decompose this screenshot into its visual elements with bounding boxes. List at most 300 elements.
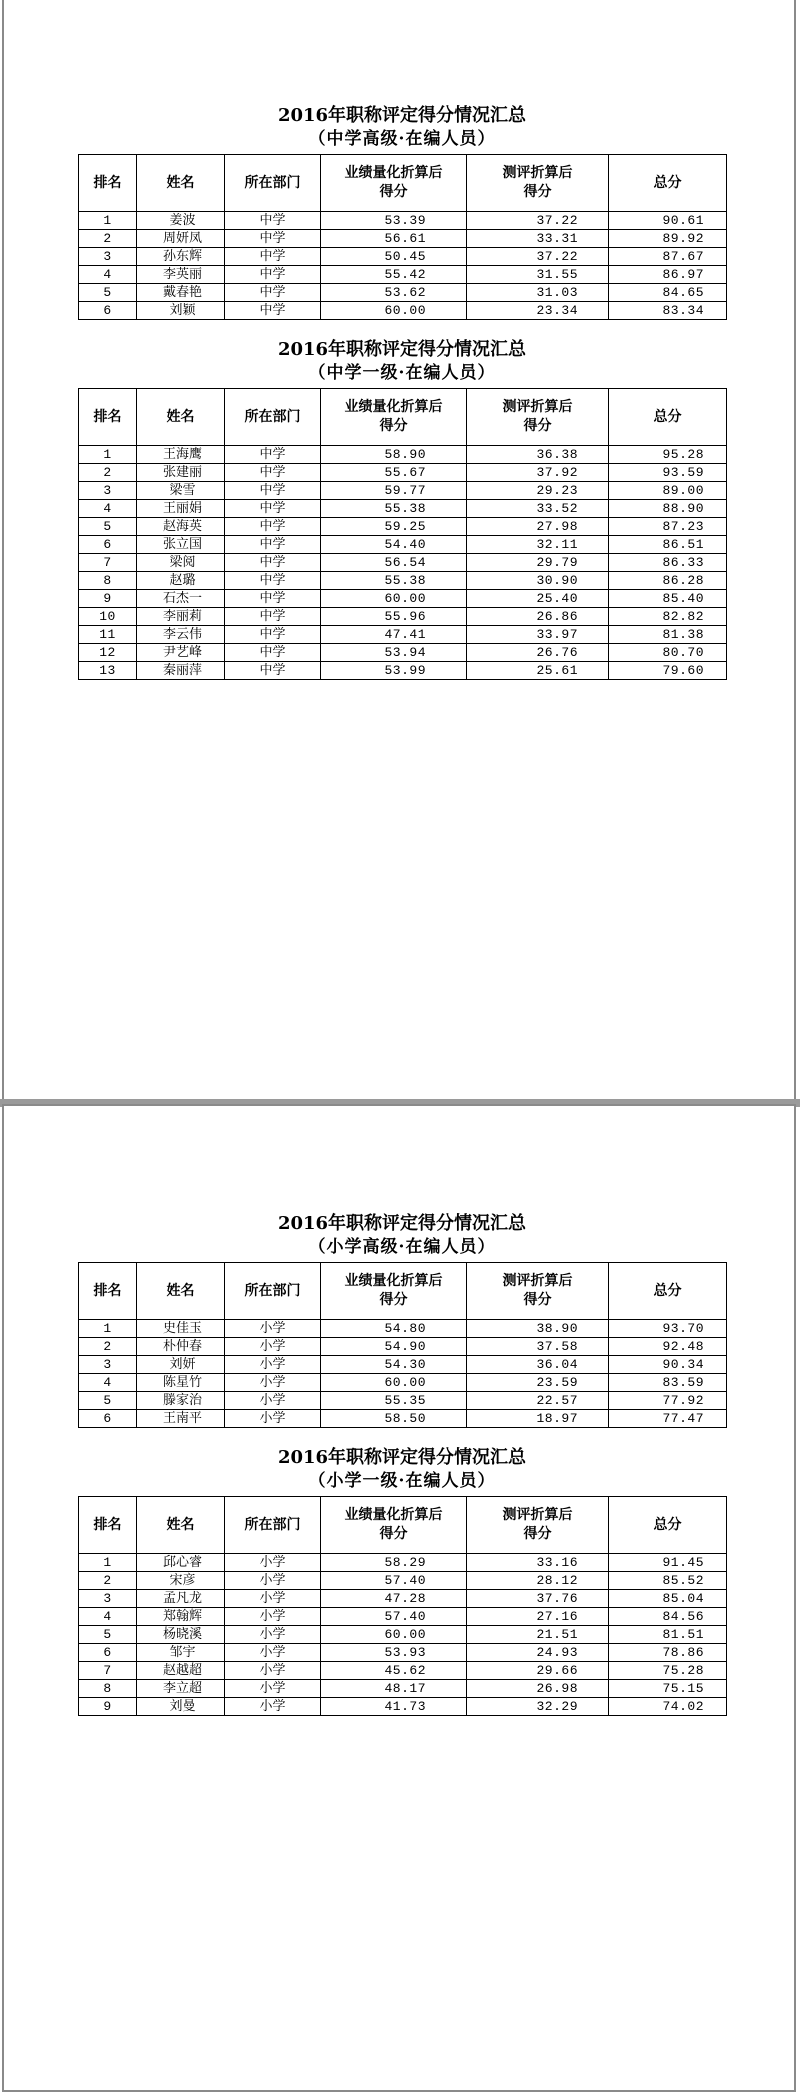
section-title: 2016年职称评定得分情况汇总 bbox=[277, 1213, 527, 1234]
cell-eval-score: 24.93 bbox=[467, 1644, 609, 1662]
cell-eval-score: 27.98 bbox=[467, 518, 609, 536]
cell-perf-score: 57.40 bbox=[321, 1608, 467, 1626]
cell-total: 75.28 bbox=[609, 1662, 727, 1680]
cell-dept: 中学 bbox=[225, 482, 321, 500]
cell-eval-score: 29.79 bbox=[467, 554, 609, 572]
cell-total: 81.51 bbox=[609, 1626, 727, 1644]
cell-eval-score: 32.11 bbox=[467, 536, 609, 554]
cell-total: 82.82 bbox=[609, 608, 727, 626]
cell-rank: 8 bbox=[79, 1680, 137, 1698]
header-perf-line1: 业绩量化折算后 bbox=[344, 399, 443, 415]
cell-eval-score: 36.04 bbox=[467, 1356, 609, 1374]
table-row bbox=[79, 1608, 727, 1626]
cell-dept: 中学 bbox=[225, 572, 321, 590]
header-rank: 排名 bbox=[79, 155, 137, 212]
cell-perf-score: 57.40 bbox=[321, 1572, 467, 1590]
cell-rank: 9 bbox=[79, 590, 137, 608]
cell-eval-score: 38.90 bbox=[467, 1320, 609, 1338]
table-row bbox=[79, 248, 727, 266]
cell-total: 83.34 bbox=[609, 302, 727, 320]
cell-eval-score: 32.29 bbox=[467, 1698, 609, 1716]
section-middle-senior bbox=[78, 104, 726, 320]
cell-perf-score: 47.28 bbox=[321, 1590, 467, 1608]
header-perf-line2: 得分 bbox=[379, 418, 408, 434]
table-row bbox=[79, 446, 727, 464]
cell-perf-score: 53.39 bbox=[321, 212, 467, 230]
cell-dept: 小学 bbox=[225, 1608, 321, 1626]
cell-eval-score: 29.23 bbox=[467, 482, 609, 500]
table-row bbox=[79, 230, 727, 248]
cell-total: 75.15 bbox=[609, 1680, 727, 1698]
cell-total: 93.59 bbox=[609, 464, 727, 482]
score-table bbox=[78, 1262, 727, 1428]
cell-dept: 中学 bbox=[225, 212, 321, 230]
cell-name: 刘妍 bbox=[137, 1356, 225, 1374]
cell-total: 86.51 bbox=[609, 536, 727, 554]
cell-name: 姜波 bbox=[137, 212, 225, 230]
cell-rank: 2 bbox=[79, 464, 137, 482]
cell-rank: 5 bbox=[79, 1626, 137, 1644]
cell-total: 87.23 bbox=[609, 518, 727, 536]
cell-name: 史佳玉 bbox=[137, 1320, 225, 1338]
cell-eval-score: 27.16 bbox=[467, 1608, 609, 1626]
cell-rank: 3 bbox=[79, 1590, 137, 1608]
table-row bbox=[79, 1590, 727, 1608]
cell-perf-score: 54.90 bbox=[321, 1338, 467, 1356]
table-row bbox=[79, 464, 727, 482]
header-perf-line1: 业绩量化折算后 bbox=[344, 1507, 443, 1523]
cell-perf-score: 54.80 bbox=[321, 1320, 467, 1338]
header-dept: 所在部门 bbox=[225, 1263, 321, 1320]
cell-perf-score: 50.45 bbox=[321, 248, 467, 266]
table-row bbox=[79, 1338, 727, 1356]
cell-total: 81.38 bbox=[609, 626, 727, 644]
cell-perf-score: 58.29 bbox=[321, 1554, 467, 1572]
cell-rank: 7 bbox=[79, 554, 137, 572]
cell-dept: 中学 bbox=[225, 230, 321, 248]
header-perf-line2: 得分 bbox=[379, 1292, 408, 1308]
table-row bbox=[79, 284, 727, 302]
cell-rank: 5 bbox=[79, 1392, 137, 1410]
cell-name: 张建丽 bbox=[137, 464, 225, 482]
header-name: 姓名 bbox=[137, 389, 225, 446]
cell-total: 92.48 bbox=[609, 1338, 727, 1356]
header-perf-score bbox=[321, 155, 467, 212]
cell-perf-score: 58.90 bbox=[321, 446, 467, 464]
cell-dept: 中学 bbox=[225, 500, 321, 518]
table-row bbox=[79, 1662, 727, 1680]
table-header-row bbox=[79, 1497, 727, 1554]
table-row bbox=[79, 1644, 727, 1662]
cell-eval-score: 25.40 bbox=[467, 590, 609, 608]
cell-perf-score: 54.30 bbox=[321, 1356, 467, 1374]
cell-eval-score: 26.98 bbox=[467, 1680, 609, 1698]
cell-total: 85.52 bbox=[609, 1572, 727, 1590]
cell-total: 86.97 bbox=[609, 266, 727, 284]
cell-perf-score: 58.50 bbox=[321, 1410, 467, 1428]
table-row bbox=[79, 1410, 727, 1428]
cell-perf-score: 60.00 bbox=[321, 1626, 467, 1644]
cell-rank: 1 bbox=[79, 446, 137, 464]
cell-total: 79.60 bbox=[609, 662, 727, 680]
cell-dept: 小学 bbox=[225, 1392, 321, 1410]
table-row bbox=[79, 644, 727, 662]
cell-name: 赵海英 bbox=[137, 518, 225, 536]
cell-perf-score: 55.35 bbox=[321, 1392, 467, 1410]
cell-total: 89.92 bbox=[609, 230, 727, 248]
cell-name: 邱心睿 bbox=[137, 1554, 225, 1572]
header-eval-line2: 得分 bbox=[523, 1526, 552, 1542]
cell-name: 朴仲春 bbox=[137, 1338, 225, 1356]
cell-rank: 6 bbox=[79, 302, 137, 320]
header-eval-line2: 得分 bbox=[523, 1292, 552, 1308]
cell-dept: 中学 bbox=[225, 608, 321, 626]
cell-name: 周妍凤 bbox=[137, 230, 225, 248]
header-rank: 排名 bbox=[79, 1263, 137, 1320]
header-eval-line1: 测评折算后 bbox=[502, 1273, 573, 1289]
table-row bbox=[79, 590, 727, 608]
table-row bbox=[79, 572, 727, 590]
cell-dept: 小学 bbox=[225, 1644, 321, 1662]
table-row bbox=[79, 554, 727, 572]
cell-total: 86.33 bbox=[609, 554, 727, 572]
cell-dept: 中学 bbox=[225, 248, 321, 266]
header-perf-score bbox=[321, 1263, 467, 1320]
table-row bbox=[79, 1680, 727, 1698]
header-eval-score bbox=[467, 1263, 609, 1320]
section-title: 2016年职称评定得分情况汇总 bbox=[277, 105, 527, 126]
header-total: 总分 bbox=[609, 1497, 727, 1554]
header-name: 姓名 bbox=[137, 1497, 225, 1554]
header-name: 姓名 bbox=[137, 155, 225, 212]
cell-dept: 中学 bbox=[225, 554, 321, 572]
cell-total: 87.67 bbox=[609, 248, 727, 266]
cell-name: 李丽莉 bbox=[137, 608, 225, 626]
table-row bbox=[79, 482, 727, 500]
cell-dept: 小学 bbox=[225, 1680, 321, 1698]
cell-perf-score: 60.00 bbox=[321, 302, 467, 320]
cell-dept: 小学 bbox=[225, 1698, 321, 1716]
section-subtitle: （小学一级·在编人员） bbox=[308, 1471, 496, 1491]
header-eval-score bbox=[467, 389, 609, 446]
cell-perf-score: 53.93 bbox=[321, 1644, 467, 1662]
cell-total: 84.56 bbox=[609, 1608, 727, 1626]
table-row bbox=[79, 1554, 727, 1572]
cell-perf-score: 41.73 bbox=[321, 1698, 467, 1716]
cell-eval-score: 23.34 bbox=[467, 302, 609, 320]
cell-total: 90.61 bbox=[609, 212, 727, 230]
cell-total: 95.28 bbox=[609, 446, 727, 464]
cell-rank: 11 bbox=[79, 626, 137, 644]
table-row bbox=[79, 1374, 727, 1392]
cell-rank: 6 bbox=[79, 536, 137, 554]
table-row bbox=[79, 518, 727, 536]
header-perf-line2: 得分 bbox=[379, 1526, 408, 1542]
header-eval-line2: 得分 bbox=[523, 418, 552, 434]
cell-name: 梁阅 bbox=[137, 554, 225, 572]
table-row bbox=[79, 212, 727, 230]
cell-eval-score: 33.52 bbox=[467, 500, 609, 518]
cell-name: 刘曼 bbox=[137, 1698, 225, 1716]
score-table bbox=[78, 1496, 727, 1716]
score-table bbox=[78, 388, 727, 680]
table-row bbox=[79, 1320, 727, 1338]
table-row bbox=[79, 1572, 727, 1590]
cell-eval-score: 25.61 bbox=[467, 662, 609, 680]
cell-name: 孟凡龙 bbox=[137, 1590, 225, 1608]
cell-rank: 3 bbox=[79, 248, 137, 266]
header-rank: 排名 bbox=[79, 1497, 137, 1554]
cell-rank: 2 bbox=[79, 230, 137, 248]
cell-perf-score: 53.62 bbox=[321, 284, 467, 302]
cell-rank: 6 bbox=[79, 1644, 137, 1662]
cell-perf-score: 55.38 bbox=[321, 500, 467, 518]
header-total: 总分 bbox=[609, 389, 727, 446]
cell-rank: 7 bbox=[79, 1662, 137, 1680]
cell-dept: 小学 bbox=[225, 1590, 321, 1608]
cell-rank: 4 bbox=[79, 500, 137, 518]
cell-name: 郑翰辉 bbox=[137, 1608, 225, 1626]
cell-total: 85.04 bbox=[609, 1590, 727, 1608]
cell-name: 戴春艳 bbox=[137, 284, 225, 302]
cell-name: 宋彦 bbox=[137, 1572, 225, 1590]
cell-eval-score: 22.57 bbox=[467, 1392, 609, 1410]
section-middle-first bbox=[78, 338, 726, 680]
cell-name: 李英丽 bbox=[137, 266, 225, 284]
cell-eval-score: 23.59 bbox=[467, 1374, 609, 1392]
cell-dept: 小学 bbox=[225, 1338, 321, 1356]
page-1 bbox=[2, 0, 796, 1104]
cell-perf-score: 59.77 bbox=[321, 482, 467, 500]
cell-total: 77.47 bbox=[609, 1410, 727, 1428]
cell-total: 80.70 bbox=[609, 644, 727, 662]
header-eval-line1: 测评折算后 bbox=[502, 1507, 573, 1523]
cell-rank: 13 bbox=[79, 662, 137, 680]
section-title: 2016年职称评定得分情况汇总 bbox=[277, 339, 527, 360]
cell-eval-score: 37.22 bbox=[467, 248, 609, 266]
cell-total: 85.40 bbox=[609, 590, 727, 608]
table-header-row bbox=[79, 155, 727, 212]
cell-rank: 1 bbox=[79, 212, 137, 230]
cell-rank: 4 bbox=[79, 1374, 137, 1392]
header-perf-score bbox=[321, 389, 467, 446]
table-row bbox=[79, 662, 727, 680]
cell-perf-score: 60.00 bbox=[321, 1374, 467, 1392]
cell-rank: 2 bbox=[79, 1572, 137, 1590]
cell-rank: 3 bbox=[79, 482, 137, 500]
cell-rank: 4 bbox=[79, 266, 137, 284]
cell-total: 78.86 bbox=[609, 1644, 727, 1662]
cell-eval-score: 26.86 bbox=[467, 608, 609, 626]
cell-name: 石杰一 bbox=[137, 590, 225, 608]
cell-name: 梁雪 bbox=[137, 482, 225, 500]
cell-name: 张立国 bbox=[137, 536, 225, 554]
cell-name: 王丽娟 bbox=[137, 500, 225, 518]
header-dept: 所在部门 bbox=[225, 155, 321, 212]
header-rank: 排名 bbox=[79, 389, 137, 446]
cell-name: 赵璐 bbox=[137, 572, 225, 590]
cell-rank: 2 bbox=[79, 1338, 137, 1356]
cell-total: 88.90 bbox=[609, 500, 727, 518]
cell-dept: 中学 bbox=[225, 446, 321, 464]
cell-eval-score: 30.90 bbox=[467, 572, 609, 590]
cell-eval-score: 37.22 bbox=[467, 212, 609, 230]
cell-eval-score: 33.97 bbox=[467, 626, 609, 644]
cell-eval-score: 26.76 bbox=[467, 644, 609, 662]
cell-perf-score: 56.54 bbox=[321, 554, 467, 572]
cell-dept: 小学 bbox=[225, 1572, 321, 1590]
cell-dept: 中学 bbox=[225, 284, 321, 302]
table-row bbox=[79, 626, 727, 644]
header-total: 总分 bbox=[609, 1263, 727, 1320]
cell-rank: 9 bbox=[79, 1698, 137, 1716]
cell-eval-score: 37.76 bbox=[467, 1590, 609, 1608]
section-subtitle: （中学高级·在编人员） bbox=[308, 129, 496, 149]
table-row bbox=[79, 500, 727, 518]
table-row bbox=[79, 1392, 727, 1410]
cell-name: 王南平 bbox=[137, 1410, 225, 1428]
cell-total: 89.00 bbox=[609, 482, 727, 500]
cell-eval-score: 33.31 bbox=[467, 230, 609, 248]
cell-rank: 8 bbox=[79, 572, 137, 590]
cell-perf-score: 55.42 bbox=[321, 266, 467, 284]
cell-perf-score: 59.25 bbox=[321, 518, 467, 536]
cell-total: 86.28 bbox=[609, 572, 727, 590]
section-primary-first bbox=[78, 1446, 726, 1716]
cell-dept: 中学 bbox=[225, 464, 321, 482]
page-2 bbox=[2, 1104, 796, 2092]
section-title: 2016年职称评定得分情况汇总 bbox=[277, 1447, 527, 1468]
cell-dept: 小学 bbox=[225, 1320, 321, 1338]
header-total: 总分 bbox=[609, 155, 727, 212]
cell-dept: 中学 bbox=[225, 302, 321, 320]
cell-dept: 中学 bbox=[225, 590, 321, 608]
cell-name: 刘颖 bbox=[137, 302, 225, 320]
cell-name: 孙东辉 bbox=[137, 248, 225, 266]
cell-total: 93.70 bbox=[609, 1320, 727, 1338]
cell-name: 王海鹰 bbox=[137, 446, 225, 464]
table-row bbox=[79, 536, 727, 554]
cell-eval-score: 31.03 bbox=[467, 284, 609, 302]
cell-perf-score: 55.96 bbox=[321, 608, 467, 626]
cell-name: 邹宇 bbox=[137, 1644, 225, 1662]
table-row bbox=[79, 1356, 727, 1374]
cell-eval-score: 36.38 bbox=[467, 446, 609, 464]
header-eval-line2: 得分 bbox=[523, 184, 552, 200]
cell-eval-score: 18.97 bbox=[467, 1410, 609, 1428]
cell-rank: 10 bbox=[79, 608, 137, 626]
cell-perf-score: 53.99 bbox=[321, 662, 467, 680]
cell-eval-score: 31.55 bbox=[467, 266, 609, 284]
header-eval-line1: 测评折算后 bbox=[502, 165, 573, 181]
header-name: 姓名 bbox=[137, 1263, 225, 1320]
cell-dept: 小学 bbox=[225, 1410, 321, 1428]
cell-eval-score: 37.58 bbox=[467, 1338, 609, 1356]
cell-total: 90.34 bbox=[609, 1356, 727, 1374]
cell-perf-score: 56.61 bbox=[321, 230, 467, 248]
cell-perf-score: 47.41 bbox=[321, 626, 467, 644]
table-row bbox=[79, 302, 727, 320]
table-row bbox=[79, 1698, 727, 1716]
cell-name: 赵越超 bbox=[137, 1662, 225, 1680]
cell-dept: 中学 bbox=[225, 644, 321, 662]
cell-name: 尹艺峰 bbox=[137, 644, 225, 662]
header-eval-score bbox=[467, 155, 609, 212]
cell-eval-score: 28.12 bbox=[467, 1572, 609, 1590]
cell-name: 陈星竹 bbox=[137, 1374, 225, 1392]
cell-total: 74.02 bbox=[609, 1698, 727, 1716]
cell-name: 杨晓溪 bbox=[137, 1626, 225, 1644]
header-dept: 所在部门 bbox=[225, 389, 321, 446]
cell-perf-score: 53.94 bbox=[321, 644, 467, 662]
cell-eval-score: 29.66 bbox=[467, 1662, 609, 1680]
cell-eval-score: 33.16 bbox=[467, 1554, 609, 1572]
cell-dept: 中学 bbox=[225, 266, 321, 284]
cell-dept: 小学 bbox=[225, 1374, 321, 1392]
cell-total: 77.92 bbox=[609, 1392, 727, 1410]
header-perf-line2: 得分 bbox=[379, 184, 408, 200]
cell-eval-score: 37.92 bbox=[467, 464, 609, 482]
header-perf-line1: 业绩量化折算后 bbox=[344, 1273, 443, 1289]
cell-name: 秦丽萍 bbox=[137, 662, 225, 680]
cell-rank: 1 bbox=[79, 1320, 137, 1338]
cell-perf-score: 54.40 bbox=[321, 536, 467, 554]
cell-perf-score: 55.38 bbox=[321, 572, 467, 590]
cell-rank: 4 bbox=[79, 1608, 137, 1626]
cell-rank: 1 bbox=[79, 1554, 137, 1572]
cell-total: 91.45 bbox=[609, 1554, 727, 1572]
cell-perf-score: 55.67 bbox=[321, 464, 467, 482]
section-primary-senior bbox=[78, 1212, 726, 1428]
cell-perf-score: 60.00 bbox=[321, 590, 467, 608]
table-row bbox=[79, 608, 727, 626]
cell-rank: 5 bbox=[79, 284, 137, 302]
cell-dept: 中学 bbox=[225, 662, 321, 680]
table-header-row bbox=[79, 1263, 727, 1320]
cell-name: 李立超 bbox=[137, 1680, 225, 1698]
section-subtitle: （中学一级·在编人员） bbox=[308, 363, 496, 383]
score-table bbox=[78, 154, 727, 320]
cell-rank: 5 bbox=[79, 518, 137, 536]
cell-rank: 6 bbox=[79, 1410, 137, 1428]
cell-dept: 中学 bbox=[225, 626, 321, 644]
cell-dept: 中学 bbox=[225, 518, 321, 536]
cell-name: 李云伟 bbox=[137, 626, 225, 644]
cell-dept: 中学 bbox=[225, 536, 321, 554]
cell-perf-score: 48.17 bbox=[321, 1680, 467, 1698]
header-eval-score bbox=[467, 1497, 609, 1554]
cell-dept: 小学 bbox=[225, 1626, 321, 1644]
cell-dept: 小学 bbox=[225, 1356, 321, 1374]
table-row bbox=[79, 266, 727, 284]
table-header-row bbox=[79, 389, 727, 446]
header-eval-line1: 测评折算后 bbox=[502, 399, 573, 415]
cell-total: 83.59 bbox=[609, 1374, 727, 1392]
header-perf-score bbox=[321, 1497, 467, 1554]
cell-name: 滕家治 bbox=[137, 1392, 225, 1410]
cell-eval-score: 21.51 bbox=[467, 1626, 609, 1644]
cell-rank: 3 bbox=[79, 1356, 137, 1374]
cell-perf-score: 45.62 bbox=[321, 1662, 467, 1680]
header-dept: 所在部门 bbox=[225, 1497, 321, 1554]
cell-dept: 小学 bbox=[225, 1554, 321, 1572]
header-perf-line1: 业绩量化折算后 bbox=[344, 165, 443, 181]
section-subtitle: （小学高级·在编人员） bbox=[308, 1237, 496, 1257]
table-row bbox=[79, 1626, 727, 1644]
cell-dept: 小学 bbox=[225, 1662, 321, 1680]
cell-total: 84.65 bbox=[609, 284, 727, 302]
cell-rank: 12 bbox=[79, 644, 137, 662]
